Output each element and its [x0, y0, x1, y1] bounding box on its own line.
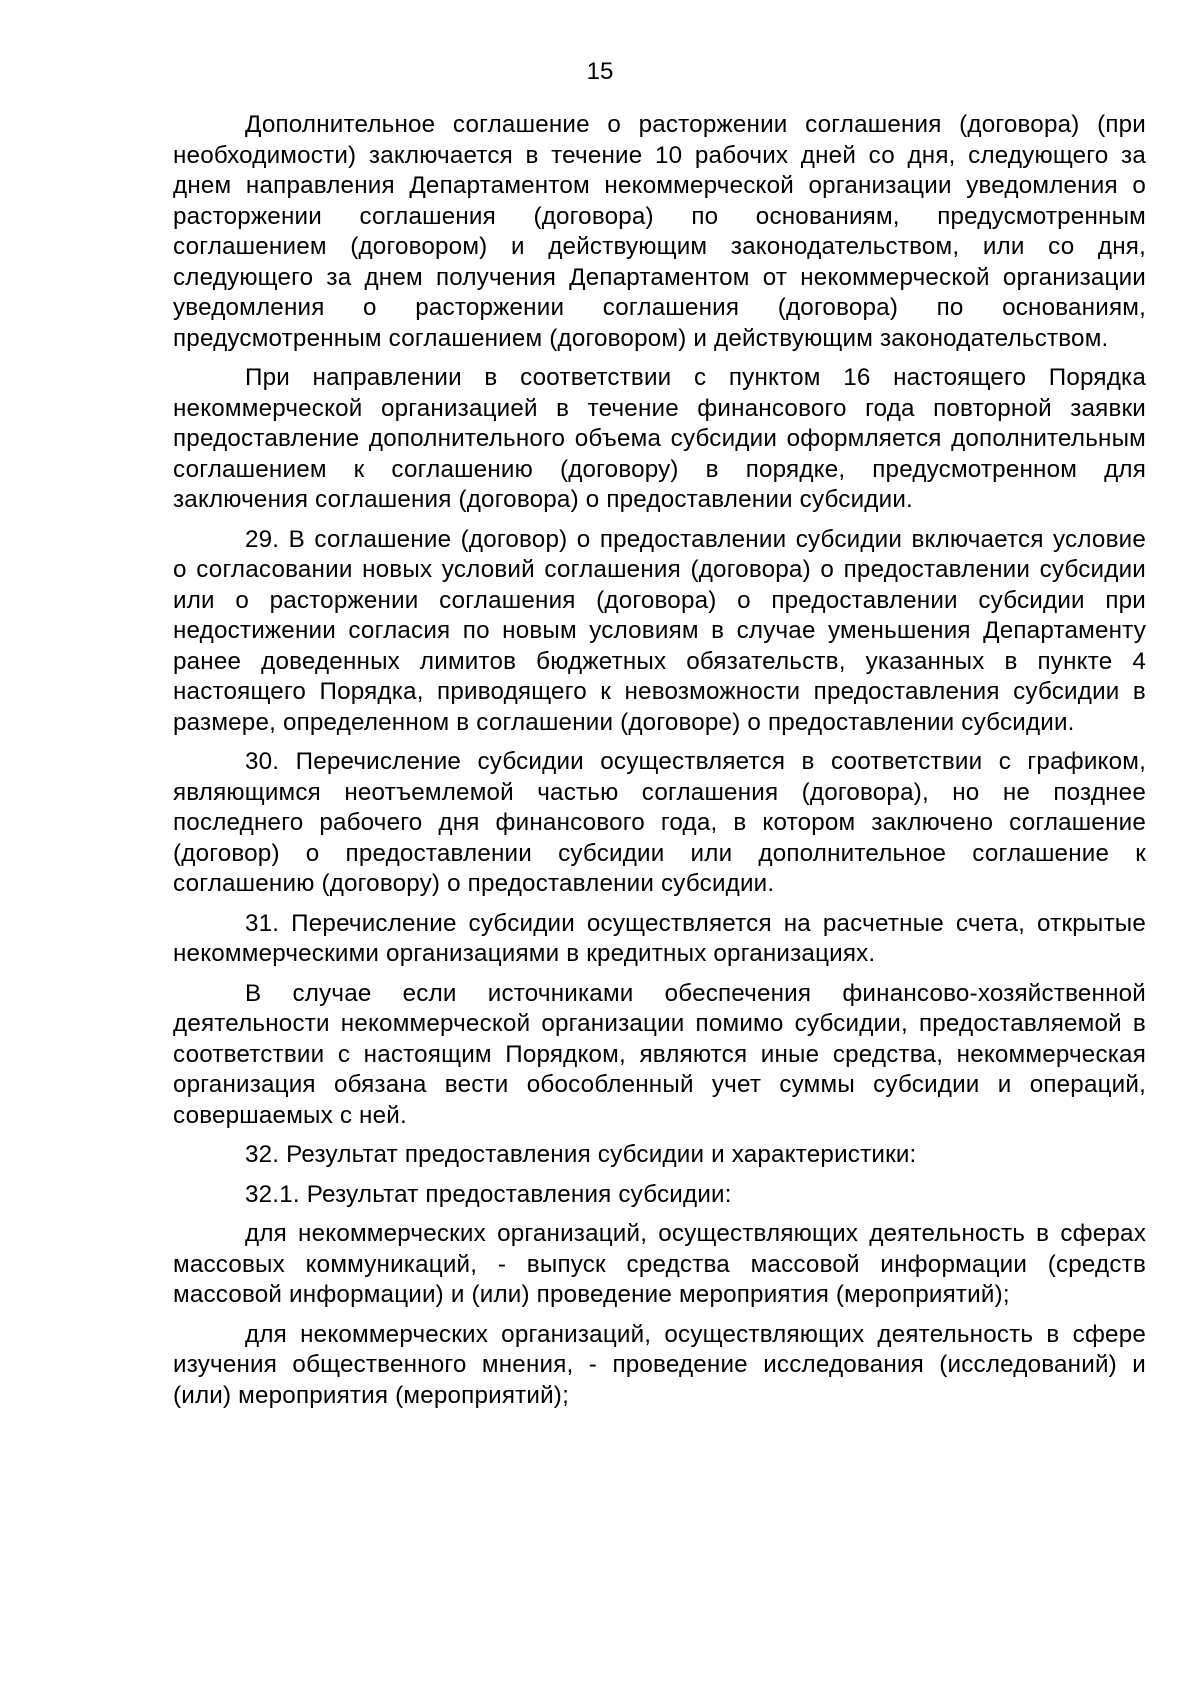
paragraph-mass-communications: для некоммерческих организаций, осуществляющих деятельность в сферах массовых коммуникаций, - выпуск средства массовой информации (средств массовой информации) и (или) проведение мероприятия (мероприятий); — [173, 1220, 1146, 1308]
paragraph-repeat-application: При направлении в соответствии с пунктом 16 настоящего Порядка некоммерческой организацией в течение финансового года повторной заявки предоставление дополнительного объема субсидии оформляется дополнительным соглашением к соглашению (договору) в порядке, предусмотренном для заключения соглашения (договора) о предоставлении субсидии. — [173, 364, 1146, 513]
paragraph-clause-32: 32. Результат предоставления субсидии и характеристики: — [245, 1141, 917, 1168]
paragraph-separate-accounting: В случае если источниками обеспечения финансово-хозяйственной деятельности некоммерческой организации помимо субсидии, предоставляемой в соответствии с настоящим Порядком, являются иные средства, некоммерческая организация обязана вести обособленный учет суммы субсидии и операций, совершаемых с ней. — [173, 979, 1146, 1129]
paragraph-additional-agreement: Дополнительное соглашение о расторжении соглашения (договора) (при необходимости) заключается в течение 10 рабочих дней со дня, следующего за днем направления Департаментом некоммерческой организации уведомления о расторжении соглашения (договора) по основаниям, предусмотренным соглашением (договором) и действующим законодательством, или со дня, следующего за днем получения Департаментом от некоммерческой организации уведомления о расторжении соглашения (договора) по основаниям, предусмотренным соглашением (договором) и действующим законодательством. — [173, 111, 1146, 352]
document-body — [173, 110, 1146, 1420]
paragraph-clause-30: 30. Перечисление субсидии осуществляется в соответствии с графиком, являющимся неотъемлемой частью соглашения (договора), но не позднее последнего рабочего дня финансового года, в котором заключено соглашение (договор) о предоставлении субсидии или дополнительное соглашение к соглашению (договору) о предоставлении субсидии. — [173, 748, 1146, 897]
paragraph-public-opinion: для некоммерческих организаций, осуществляющих деятельность в сфере изучения общественного мнения, - проведение исследования (исследований) и (или) мероприятия (мероприятий); — [173, 1320, 1146, 1409]
page-number: 15 — [586, 58, 614, 85]
paragraph-clause-32-1: 32.1. Результат предоставления субсидии: — [245, 1180, 732, 1208]
paragraph-clause-29: 29. В соглашение (договор) о предоставлении субсидии включается условие о согласовании новых условий соглашения (договора) о предоставлении субсидии или о расторжении соглашения (договора) о предоставлении субсидии при недостижении согласия по новым условиям в случае уменьшения Департаменту ранее доведенных лимитов бюджетных обязательств, указанных в пункте 4 настоящего Порядка, приводящего к невозможности предоставления субсидии в размере, определенном в соглашении (договоре) о предоставлении субсидии. — [173, 525, 1146, 736]
paragraph-clause-31: 31. Перечисление субсидии осуществляется на расчетные счета, открытые некоммерческими организациями в кредитных организациях. — [173, 909, 1146, 967]
